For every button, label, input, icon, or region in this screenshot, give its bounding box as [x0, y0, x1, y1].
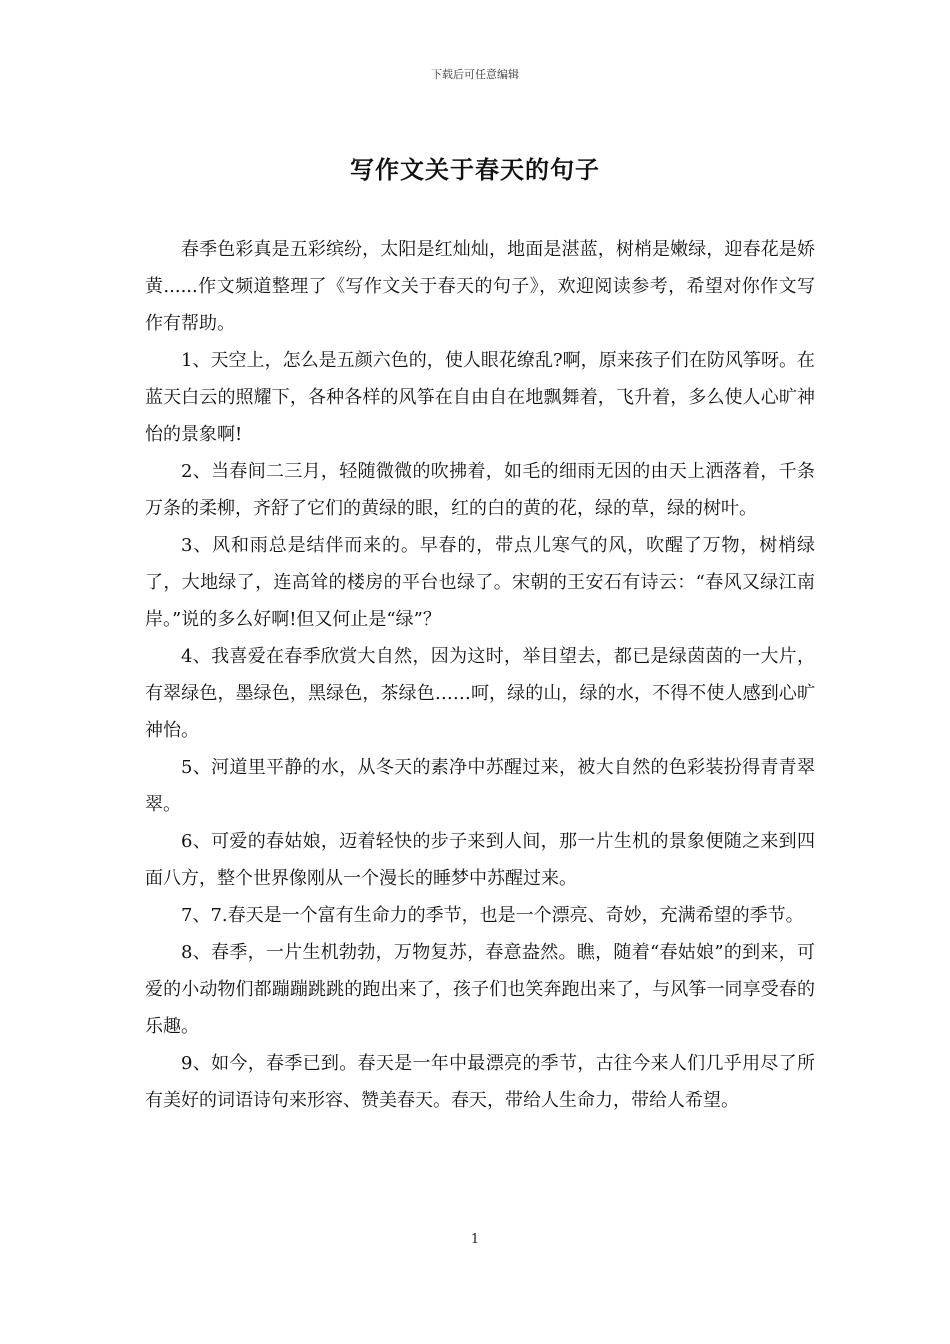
document-body: [145, 231, 815, 1119]
header-note: 下载后可任意编辑: [431, 68, 519, 81]
paragraph-7: 7、7.春天是一个富有生命力的季节，也是一个漂亮、奇妙，充满希望的季节。: [181, 905, 804, 926]
intro-paragraph: 春季色彩真是五彩缤纷，太阳是红灿灿，地面是湛蓝，树梢是嫩绿，迎春花是娇黄......作文频道整理了《写作文关于春天的句子》，欢迎阅读参考，希望对你作文写作有帮助。: [145, 239, 815, 334]
paragraph-1: 1、天空上，怎么是五颜六色的，使人眼花缭乱?啊，原来孩子们在防风筝呀。在蓝天白云的照耀下，各种各样的风筝在自由自在地飘舞着，飞升着，多么使人心旷神怡的景象啊!: [145, 350, 815, 445]
paragraph-9: 9、如今，春季已到。春天是一年中最漂亮的季节，古往今来人们几乎用尽了所有美好的词语诗句来形容、赞美春天。春天，带给人生命力，带给人希望。: [145, 1053, 815, 1111]
paragraph-8: 8、春季，一片生机勃勃，万物复苏，春意盎然。瞧，随着“春姑娘”的到来，可爱的小动物们都蹦蹦跳跳的跑出来了，孩子们也笑奔跑出来了，与风筝一同享受春的乐趣。: [145, 942, 815, 1037]
paragraph-6: 6、可爱的春姑娘，迈着轻快的步子来到人间，那一片生机的景象便随之来到四面八方，整个世界像刚从一个漫长的睡梦中苏醒过来。: [145, 831, 815, 889]
paragraph-3: 3、风和雨总是结伴而来的。早春的，带点儿寒气的风，吹醒了万物，树梢绿了，大地绿了，连高耸的楼房的平台也绿了。宋朝的王安石有诗云：“春风又绿江南岸。”说的多么好啊!但又何止是“绿”？: [145, 535, 815, 630]
paragraph-4: 4、我喜爱在春季欣赏大自然，因为这时，举目望去，都已是绿茵茵的一大片，有翠绿色，墨绿色，黑绿色，茶绿色……呵，绿的山，绿的水，不得不使人感到心旷神怡。: [145, 646, 815, 741]
paragraph-5: 5、河道里平静的水，从冬天的素净中苏醒过来，被大自然的色彩装扮得青青翠翠。: [145, 757, 815, 815]
document-title: 写作文关于春天的句子: [350, 156, 600, 184]
paragraph-2: 2、当春间二三月，轻随微微的吹拂着，如毛的细雨无因的由天上洒落着，千条万条的柔柳，齐舒了它们的黄绿的眼，红的白的黄的花，绿的草，绿的树叶。: [145, 461, 815, 519]
page-number: 1: [470, 1232, 480, 1247]
